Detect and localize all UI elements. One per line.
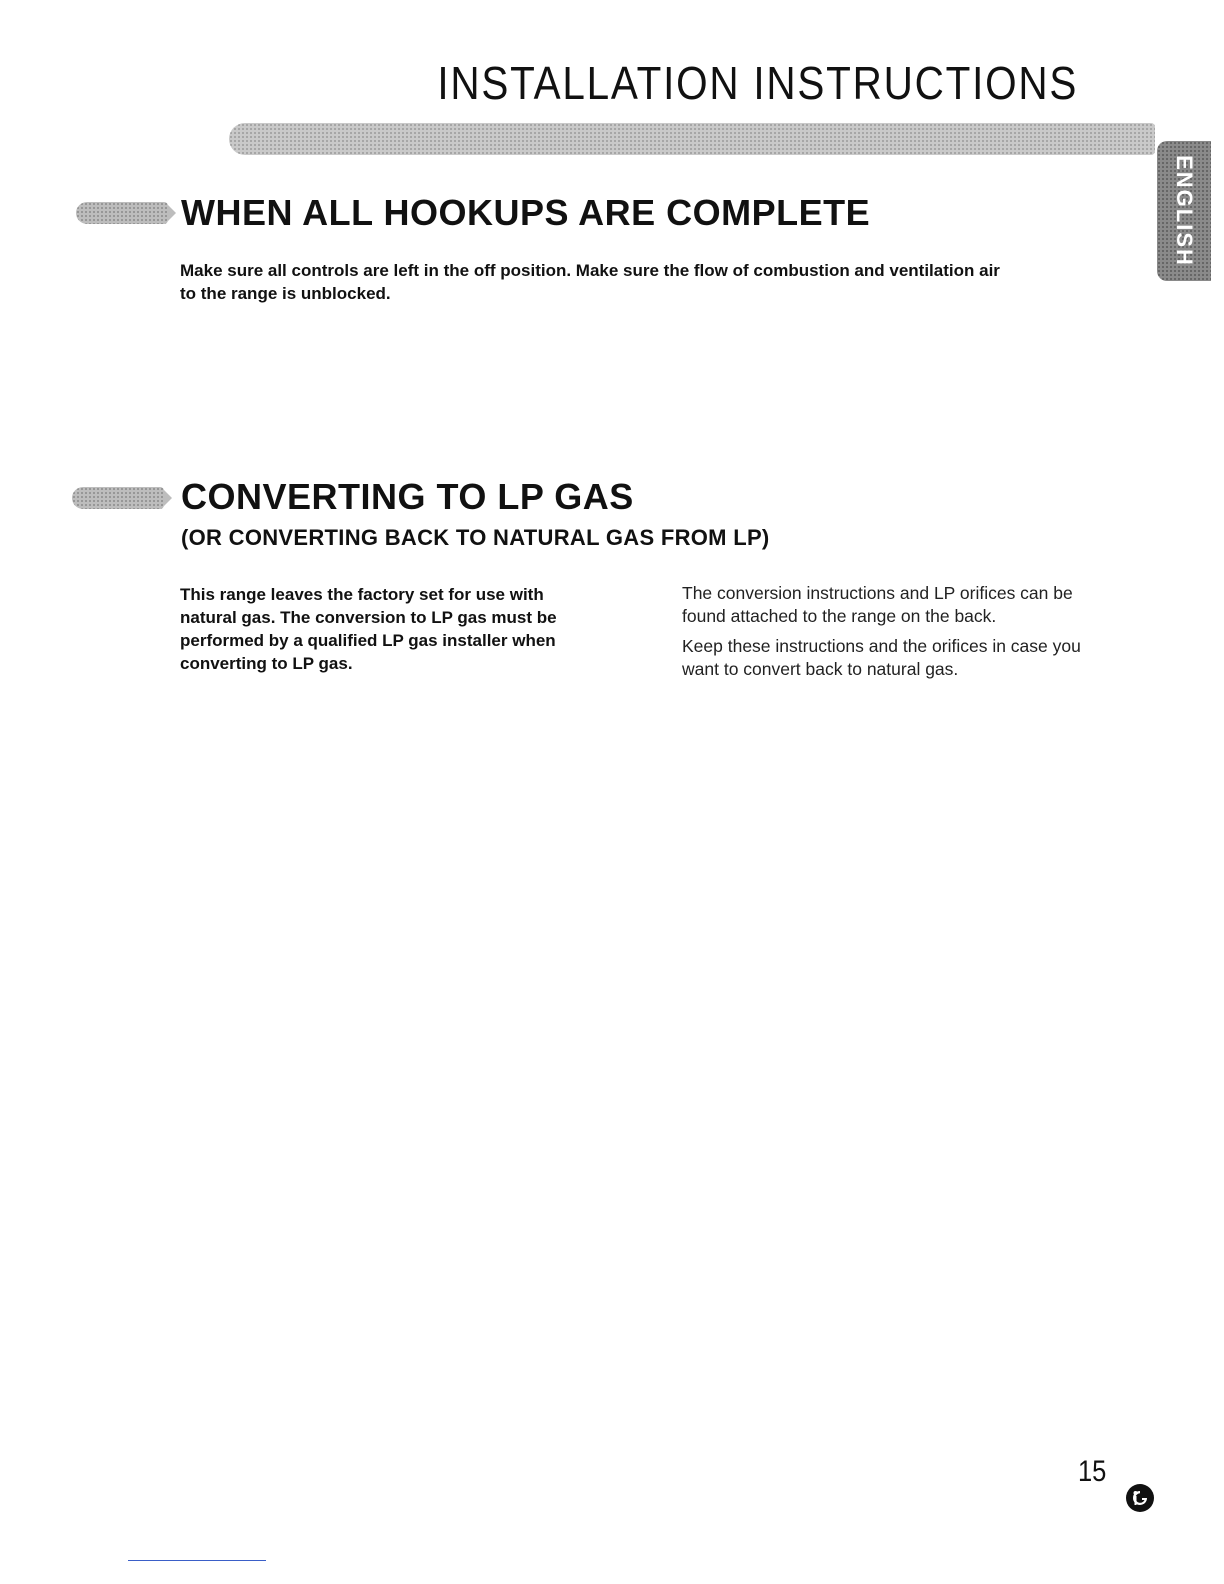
header-decorative-bar bbox=[229, 123, 1155, 155]
lp-right-p1-line1: The conversion instructions and LP orifices can be bbox=[682, 583, 1073, 603]
lp-right-paragraph-2 bbox=[682, 635, 1162, 681]
hookups-body-line1: Make sure all controls are left in the off position. Make sure the flow of combustion and ventilation air bbox=[180, 261, 1000, 280]
section-subheading-lp: (OR CONVERTING BACK TO NATURAL GAS FROM LP) bbox=[181, 525, 770, 550]
section-marker-hookups bbox=[76, 202, 168, 224]
lg-logo-icon bbox=[1125, 1483, 1155, 1513]
lp-right-p2-line1: Keep these instructions and the orifices in case you bbox=[682, 636, 1081, 656]
footer-rule bbox=[128, 1560, 266, 1561]
hookups-body bbox=[180, 259, 1160, 305]
lp-right-p2-line2: want to convert back to natural gas. bbox=[682, 659, 959, 679]
hookups-body-line2: to the range is unblocked. bbox=[180, 284, 391, 303]
lp-left-line1: This range leaves the factory set for use with bbox=[180, 585, 544, 604]
section-marker-lp bbox=[72, 487, 164, 509]
section-heading-lp: CONVERTING TO LP GAS bbox=[181, 476, 634, 517]
language-tab bbox=[1157, 141, 1211, 281]
lp-left-line3: performed by a qualified LP gas installer when bbox=[180, 631, 556, 650]
lp-left-paragraph bbox=[180, 583, 650, 675]
section-heading-hookups: WHEN ALL HOOKUPS ARE COMPLETE bbox=[181, 192, 871, 233]
lg-logo-text: LG bbox=[1140, 1501, 1142, 1502]
language-tab-label: ENGLISH bbox=[1172, 155, 1197, 267]
lp-left-line4: converting to LP gas. bbox=[180, 654, 353, 673]
lp-left-line2: natural gas. The conversion to LP gas must be bbox=[180, 608, 557, 627]
page-number: 15 bbox=[1078, 1455, 1107, 1488]
lp-right-paragraph-1 bbox=[682, 582, 1162, 628]
page-title: INSTALLATION INSTRUCTIONS bbox=[437, 57, 1078, 109]
lp-right-p1-line2: found attached to the range on the back. bbox=[682, 606, 997, 626]
